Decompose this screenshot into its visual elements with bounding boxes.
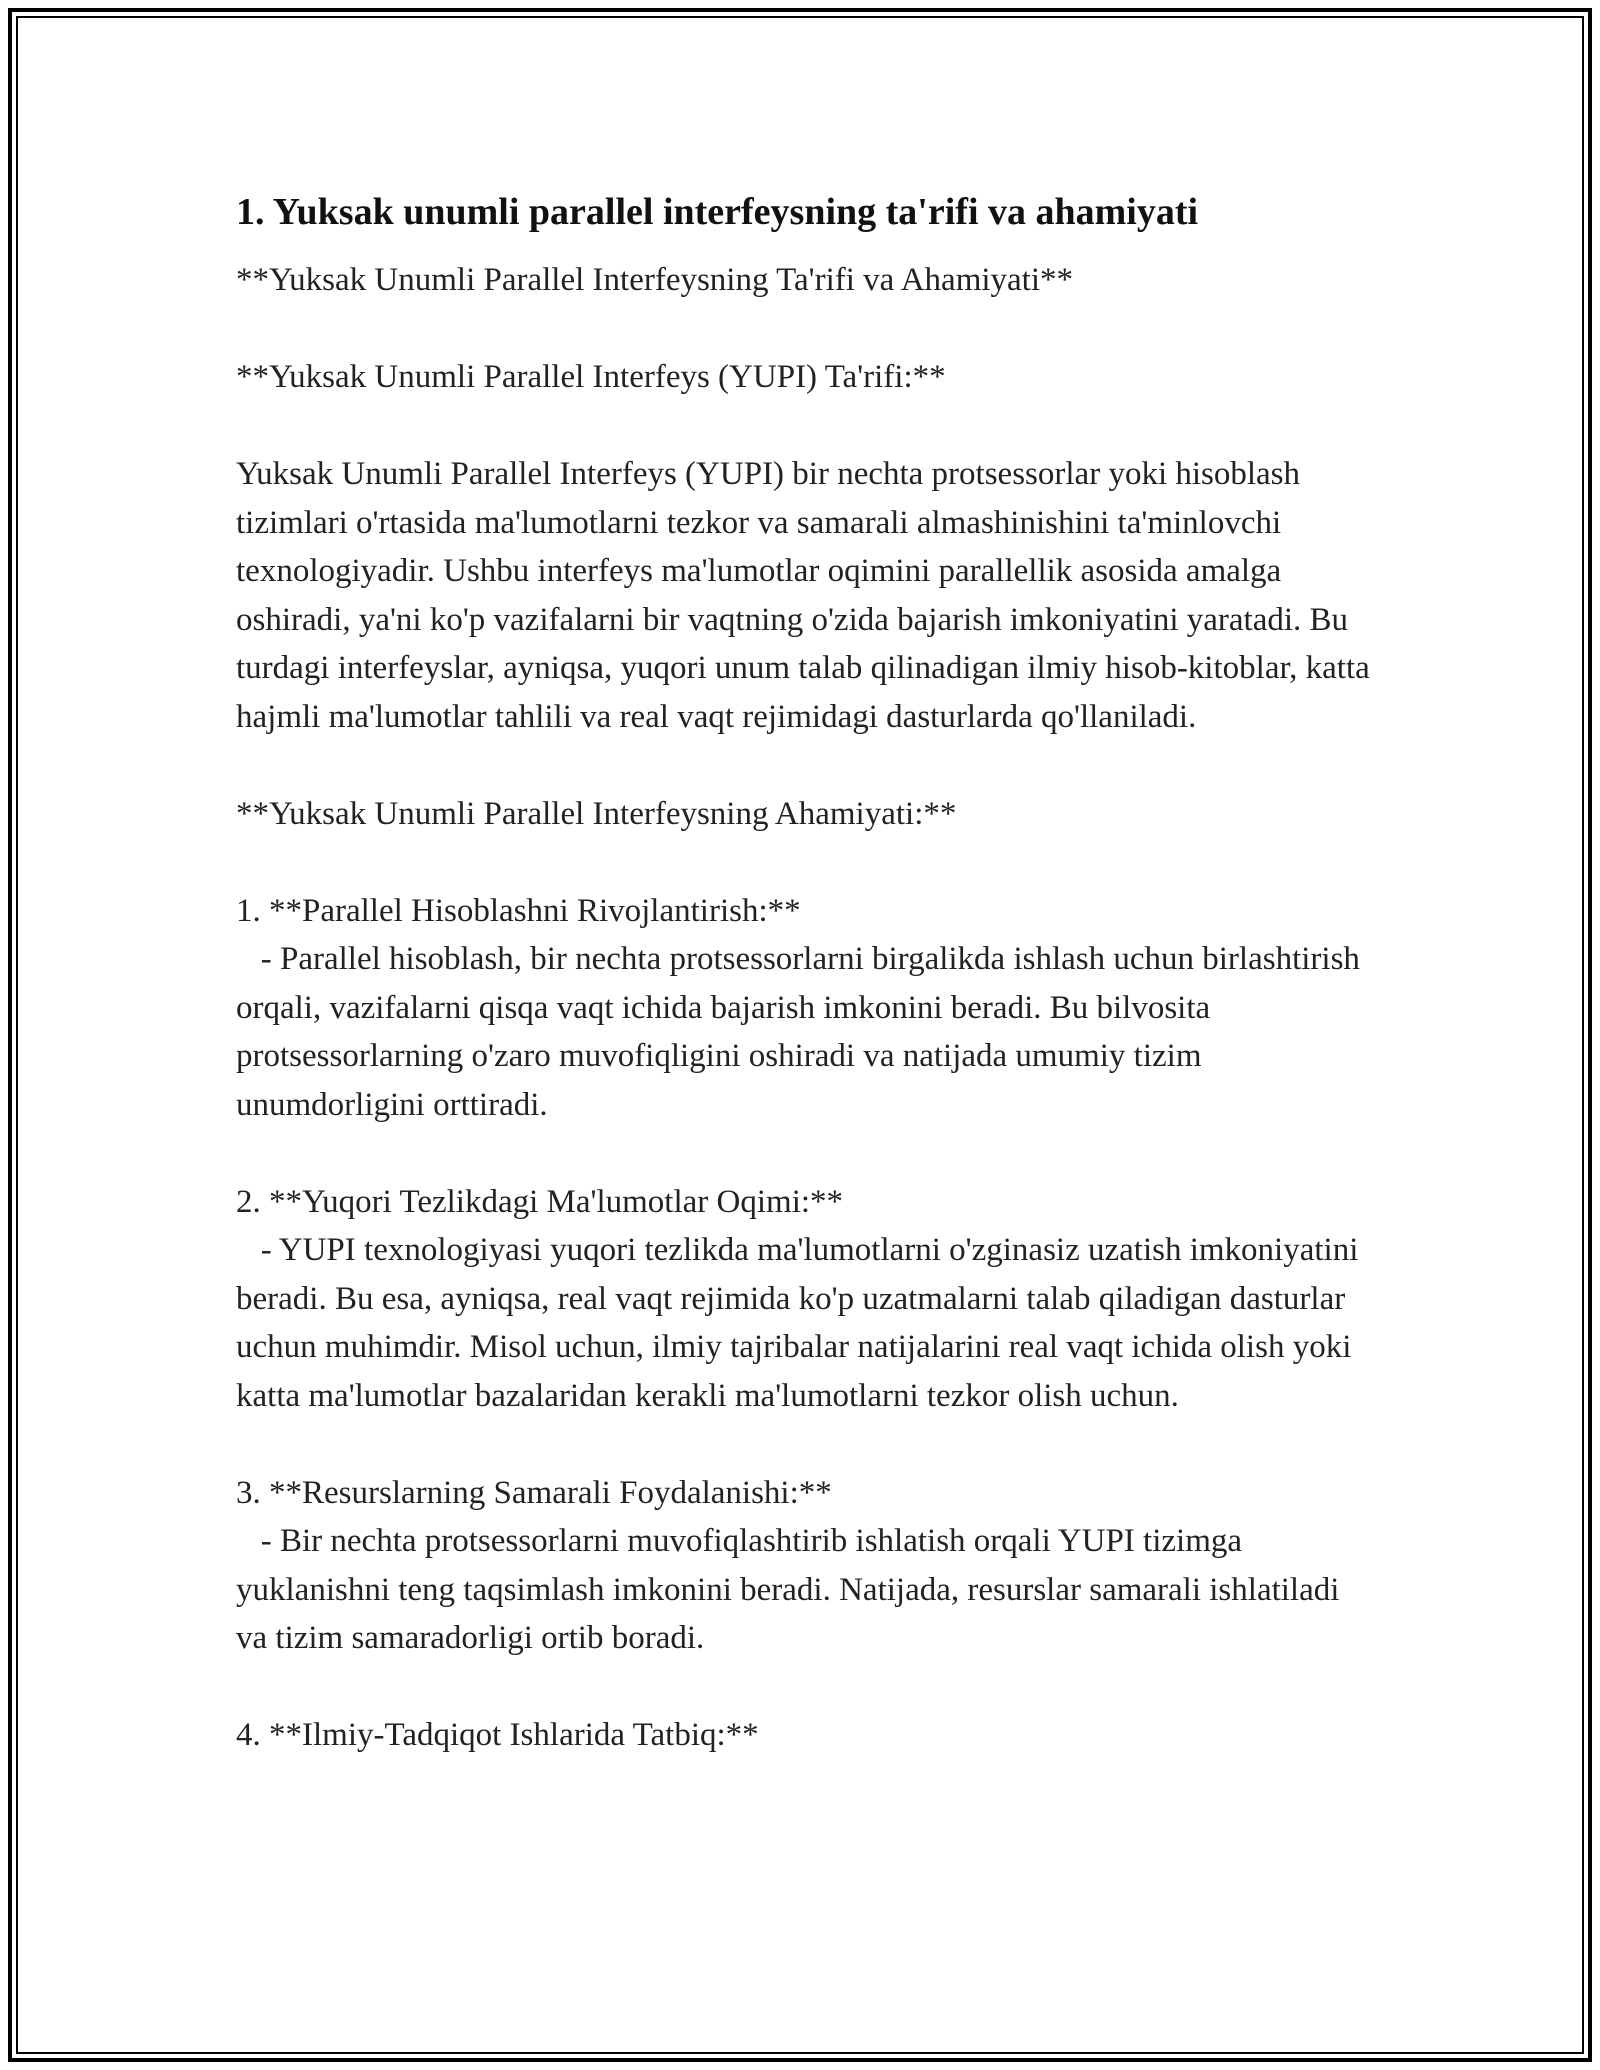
importance-heading: **Yuksak Unumli Parallel Interfeysning Ahamiyati:** xyxy=(236,795,957,832)
list-item-text: - YUPI texnologiyasi yuqori tezlikda ma'lumotlarni o'zginasiz uzatish imkoniyatini beradi. Bu esa, ayniqsa, real vaqt rejimida ko'p uzatmalarni talab qiladigan dasturlar uchun muhimdir. Misol uchun, ilmiy tajribalar natijalarini real vaqt ichida olish yoki katta ma'lumotlar bazalaridan kerakli ma'lumotlarni tezkor olish uchun. xyxy=(236,1232,1367,1414)
list-item-text: - Bir nechta protsessorlarni muvofiqlashtirib ishlatish orqali YUPI tizimga yuklanishni teng taqsimlash imkonini beradi. Natijada, resurslar samarali ishlatiladi va tizim samaradorligi ortib boradi. xyxy=(236,1523,1348,1656)
list-item-heading: 4. **Ilmiy-Tadqiqot Ishlarida Tatbiq:** xyxy=(236,1717,759,1753)
list-item-heading: 2. **Yuqori Tezlikdagi Ma'lumotlar Oqimi:** xyxy=(236,1183,844,1220)
spacer xyxy=(236,305,1376,354)
spacer xyxy=(236,402,1376,451)
document-body xyxy=(236,188,1379,1760)
spacer xyxy=(236,1663,1376,1712)
spacer xyxy=(236,1129,1376,1178)
document-title: 1. Yuksak unumli parallel interfeysning ta'rifi va ahamiyati xyxy=(236,191,1199,233)
list-item-text: - Parallel hisoblash, bir nechta protsessorlarni birgalikda ishlash uchun birlashtirish orqali, vazifalarni qisqa vaqt ichida bajarish imkonini beradi. Bu bilvosita protsessorlarning o'zaro muvofiqligini oshiradi va natijada umumiy tizim unumdorligini orttiradi. xyxy=(236,941,1369,1123)
spacer xyxy=(236,838,1376,887)
definition-paragraph: Yuksak Unumli Parallel Interfeys (YUPI) bir nechta protsessorlar yoki hisoblash tizimlari o'rtasida ma'lumotlarni tezkor va samarali almashinishini ta'minlovchi texnologiyadir. Ushbu interfeys ma'lumotlar oqimini parallellik asosida amalga oshiradi, ya'ni ko'p vazifalarni bir vaqtning o'zida bajarish imkoniyatini yaratadi. Bu turdagi interfeyslar, ayniqsa, yuqori unum talab qilinadigan ilmiy hisob-kitoblar, katta hajmli ma'lumotlar tahlili va real vaqt rejimidagi dasturlarda qo'llaniladi. xyxy=(236,456,1379,735)
definition-heading: **Yuksak Unumli Parallel Interfeys (YUPI) Ta'rifi:** xyxy=(236,359,946,395)
spacer xyxy=(236,1420,1376,1469)
list-item-heading: 3. **Resurslarning Samarali Foydalanishi:** xyxy=(236,1474,832,1511)
document-subtitle: **Yuksak Unumli Parallel Interfeysning Ta'rifi va Ahamiyati** xyxy=(236,262,1074,298)
list-item-heading: 1. **Parallel Hisoblashni Rivojlantirish:** xyxy=(236,892,801,929)
spacer xyxy=(236,741,1376,790)
